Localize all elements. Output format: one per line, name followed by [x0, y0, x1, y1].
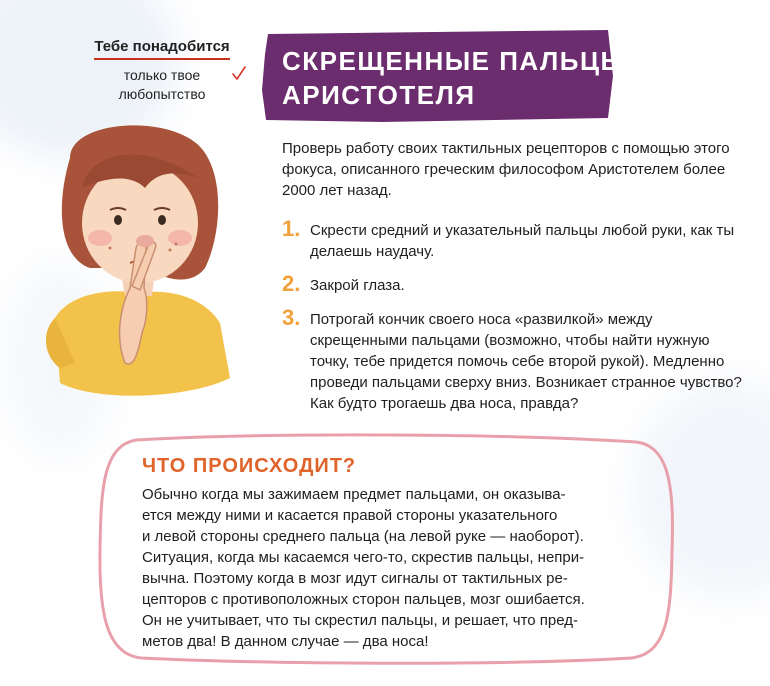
girl-illustration [30, 118, 260, 408]
explanation-title: ЧТО ПРОИСХОДИТ? [142, 455, 357, 477]
explanation-line: вычна. Поэтому когда в мозг идут сигналы от тактильных ре- [142, 570, 568, 587]
checkmark-icon [232, 66, 246, 82]
step-item [282, 216, 752, 262]
step-item [282, 305, 752, 414]
step-number: 1. [282, 216, 301, 241]
step-text: Скрести средний и указательный пальцы любой руки, как ты делаешь наудачу. [310, 222, 735, 260]
title-banner [262, 30, 628, 122]
step-text: Потрогай кончик своего носа «развилкой» между скрещенными пальцами (возможно, чтобы найти нужную точку, тебе придется помочь себе второй рукой). Медленно проведи пальцами сверху вниз. Возникает странное чувство? Как будто трогаешь два носа, правда? [310, 311, 742, 412]
steps-list [282, 216, 752, 427]
title-line: СКРЕЩЕННЫЕ ПАЛЬЦЫ [282, 46, 628, 76]
materials-title: Тебе понадобится [94, 38, 229, 60]
page-title [282, 44, 627, 112]
title-line: АРИСТОТЕЛЯ [282, 80, 476, 110]
materials-line: только твое [123, 67, 201, 83]
materials-note [82, 38, 242, 104]
explanation-line: и левой стороны среднего пальца (на левой руке — наоборот). [142, 528, 584, 545]
explanation-line: ется между ними и касается правой стороны указательного [142, 507, 558, 524]
explanation-line: Обычно когда мы зажимаем предмет пальцами, он оказыва- [142, 486, 566, 503]
explanation-line: Ситуация, когда мы касаемся чего-то, скрестив пальцы, непри- [142, 549, 585, 566]
explanation-line: цепторов с противоположных сторон пальцев, мозг ошибается. [142, 591, 585, 608]
step-item [282, 271, 752, 296]
materials-line: любопытство [118, 86, 206, 102]
explanation-line: метов два! В данном случае — два носа! [142, 633, 429, 650]
step-number: 3. [282, 305, 301, 330]
intro-paragraph: Проверь работу своих тактильных рецепторов с помощью этого фокуса, описанного греческим философом Аристотелем более 2000 лет назад. [282, 140, 730, 199]
step-text: Закрой глаза. [310, 277, 405, 294]
explanation-text [142, 484, 620, 652]
explanation-line: Он не учитывает, что ты скрестил пальцы, и решает, что пред- [142, 612, 579, 629]
step-number: 2. [282, 271, 301, 296]
